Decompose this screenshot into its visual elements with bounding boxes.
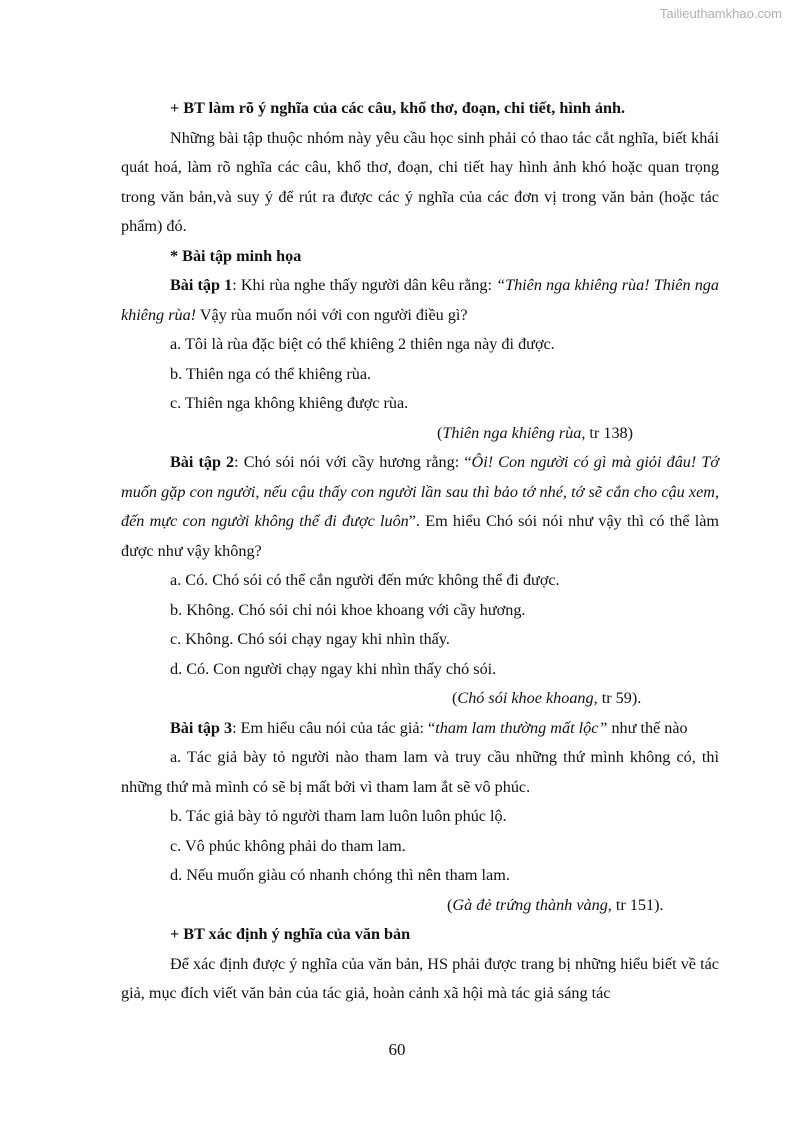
exercise-3-text-before: : Em hiểu câu nói của tác giả: “ [232,718,436,737]
exercise-1-option-a: a. Tôi là rùa đặc biệt có thể khiêng 2 thiên nga này đi được. [170,335,555,353]
section-heading-3: + BT xác định ý nghĩa của văn bản [170,925,411,943]
exercise-2-citation [121,684,719,714]
exercise-3-label: Bài tập 3 [170,718,233,737]
exercise-1-text-after: Vậy rùa muốn nói với con người điều gì? [196,305,468,324]
citation-rest: , tr 59). [593,689,642,707]
exercise-1-text-before: : Khi rùa nghe thấy người dân kêu rằng: [232,276,497,294]
exercise-3-option-b: b. Tác giả bày tỏ người tham lam luôn luôn phúc lộ. [170,807,507,825]
page-content [121,94,719,1009]
citation-rest: , tr 151). [607,895,664,914]
exercise-2-option-b: b. Không. Chó sói chỉ nói khoe khoang với cầy hương. [170,600,526,619]
final-paragraph: Để xác định được ý nghĩa của văn bản, HS phải được trang bị những hiểu biết về tác giả, mục đích viết văn bản của tác giả, hoàn cảnh xã hội mà tác giả sáng tác [121,954,719,1002]
exercise-2-text-before: : Chó sói nói với cầy hương rằng: “ [234,453,472,471]
exercise-2-label: Bài tập 2 [170,453,235,471]
citation-open: ( [452,689,458,707]
section-heading-1: + BT làm rõ ý nghĩa của các câu, khổ thơ, đoạn, chi tiết, hình ảnh. [170,99,626,117]
exercise-1-question [121,271,719,330]
exercise-3-text-after: như thế nào [607,718,688,737]
exercise-2-option-c: c. Không. Chó sói chạy ngay khi nhìn thấy. [170,630,450,648]
exercise-1-option-c: c. Thiên nga không khiêng được rùa. [170,394,409,412]
citation-open: ( [447,895,453,914]
exercise-2-question [121,448,719,566]
intro-paragraph: Những bài tập thuộc nhóm này yêu cầu học sinh phải có thao tác cắt nghĩa, biết khái quát hoá, làm rõ nghĩa các câu, khổ thơ, đoạn, chi tiết hay hình ảnh khó hoặc quan trọng trong văn bản,và suy ý để rút ra được các ý nghĩa của các đơn vị trong văn bản (hoặc tác phẩm) đó. [121,128,719,235]
page-number: 60 [388,1040,406,1059]
section-heading-2: * Bài tập minh họa [170,246,302,265]
citation-rest: , tr 138) [581,423,634,442]
exercise-2-option-d: d. Có. Con người chạy ngay khi nhìn thấy chó sói. [170,659,497,678]
exercise-3-option-c: c. Vô phúc không phải do tham lam. [170,836,406,855]
exercise-3-citation [121,891,719,921]
exercise-3-quote: tham lam thường mất lộc” [435,718,608,737]
citation-open: ( [437,423,443,442]
exercise-1-option-b: b. Thiên nga có thể khiêng rùa. [170,364,372,383]
exercise-2-text-after: ”. Em hiểu Chó sói nói như vậy thì có thể làm được như vậy không? [121,512,719,560]
citation-title: Gà đẻ trứng thành vàng [452,895,608,914]
exercise-3-option-d: d. Nếu muốn giàu có nhanh chóng thì nên tham lam. [170,866,510,884]
citation-title: Thiên nga khiêng rùa [442,423,582,442]
exercise-2-quote: Ôi! Con người có gì mà giỏi đâu! Tớ muốn gặp con người, nếu cậu thấy con người lần sau thì bảo tớ nhé, tớ sẽ cắn cho cậu xem, đến mực con người không thể đi được luôn [121,453,719,530]
exercise-1-label: Bài tập 1 [170,276,233,294]
exercise-2-option-a: a. Có. Chó sói có thể cắn người đến mức không thể đi được. [170,571,560,589]
exercise-1-citation [121,419,719,449]
watermark: Tailieuthamkhao.com [659,6,782,21]
exercise-3-option-a: a. Tác giả bày tỏ người nào tham lam và truy cầu những thứ mình không có, thì những thứ mà mình có sẽ bị mất bởi vì tham lam ắt sẽ vô phúc. [121,748,719,796]
exercise-3-question [121,714,719,744]
citation-title: Chó sói khoe khoang [457,689,594,707]
exercise-1-quote: “Thiên nga khiêng rùa! Thiên nga khiêng rùa! [121,276,719,324]
